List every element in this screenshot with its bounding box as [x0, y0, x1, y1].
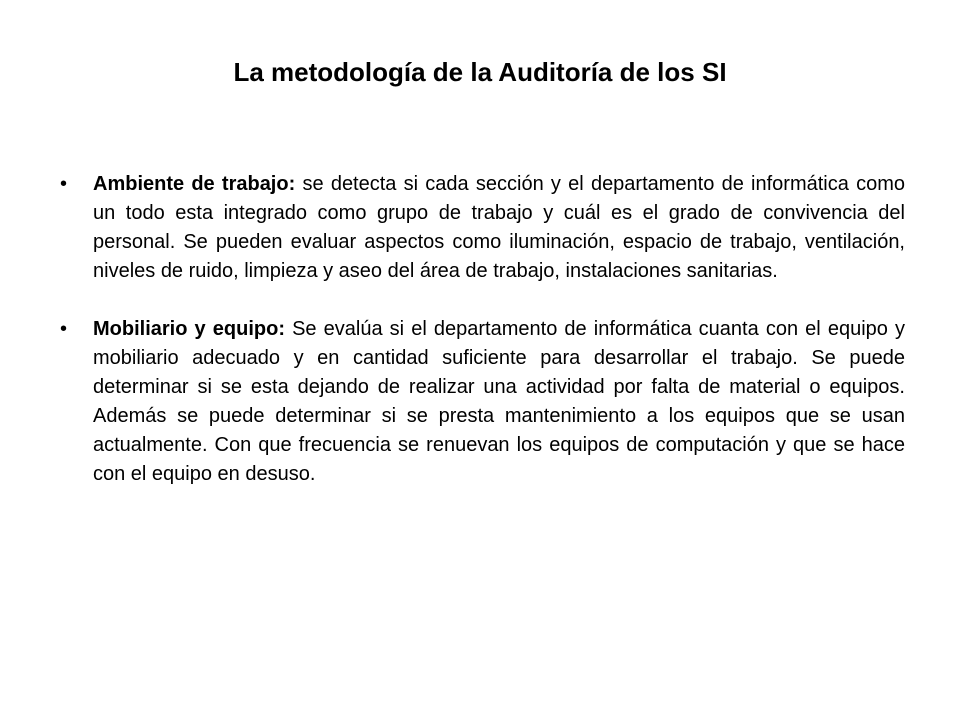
bullet-heading: Mobiliario y equipo:	[93, 318, 285, 340]
bullet-marker: •	[60, 173, 68, 195]
bullet-text: Se evalúa si el departamento de informática cuanta con el equipo y mobiliario adecuado y en cantidad suficiente para desarrollar el trabajo. Se puede determinar si se esta dejando de realizar una actividad por falta de material o equipos. Además se puede determinar si se presta mantenimiento a los equipos que se usan actualmente. Con que frecuencia se renuevan los equipos de computación y que se hace con el equipo en desuso.	[93, 318, 906, 485]
bullet-list	[60, 170, 905, 518]
bullet-marker: •	[60, 318, 68, 340]
bullet-item-mobiliario-y-equipo	[60, 315, 905, 489]
slide-title: La metodología de la Auditoría de los SI	[233, 57, 727, 87]
bullet-text: se detecta si cada sección y el departamento de informática como un todo esta integrado como grupo de trabajo y cuál es el grado de convivencia del personal. Se pueden evaluar aspectos como iluminación, espacio de trabajo, ventilación, niveles de ruido, limpieza y aseo del área de trabajo, instalaciones sanitarias.	[93, 173, 905, 282]
bullet-item-ambiente-de-trabajo	[60, 170, 905, 286]
bullet-heading: Ambiente de trabajo:	[93, 173, 296, 195]
